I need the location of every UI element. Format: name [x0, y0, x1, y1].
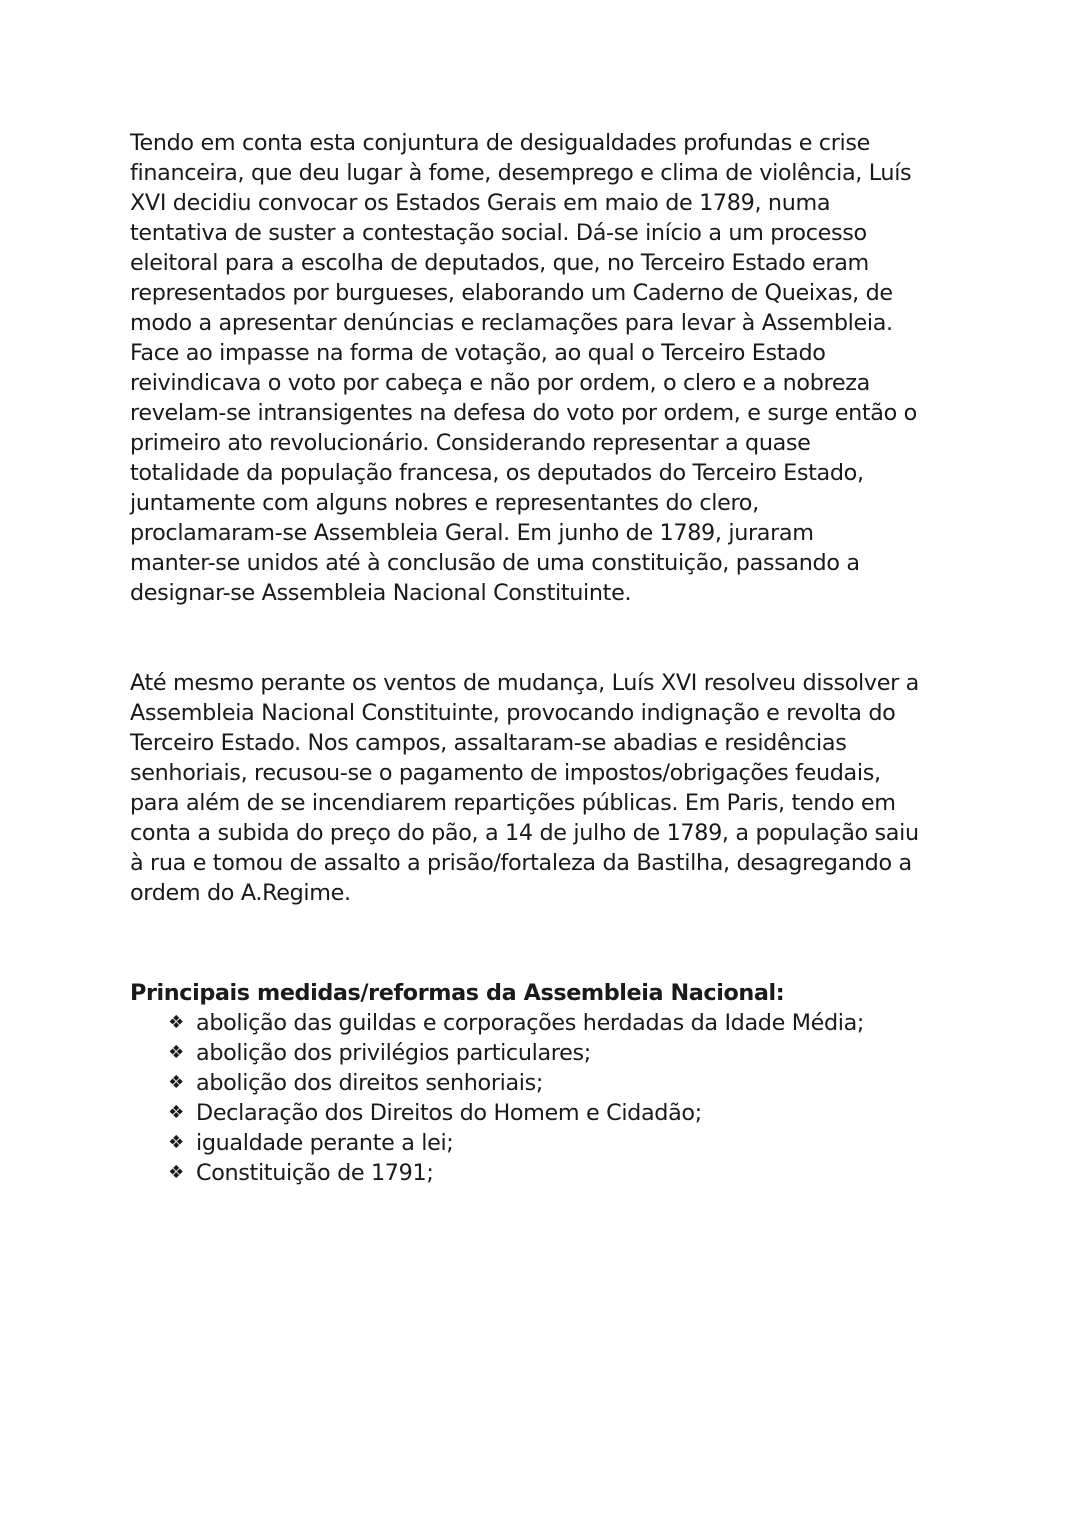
text-line: XVI decidiu convocar os Estados Gerais em maio de 1789, numa — [130, 190, 831, 216]
list-item-text: abolição dos direitos senhoriais; — [196, 1070, 544, 1096]
text-line: Até mesmo perante os ventos de mudança, Luís XVI resolveu dissolver a — [130, 670, 919, 696]
text-line: senhoriais, recusou-se o pagamento de impostos/obrigações feudais, — [130, 760, 881, 786]
diamond-bullet-icon: ❖ — [168, 1102, 184, 1123]
text-line: revelam-se intransigentes na defesa do voto por ordem, e surge então o — [130, 400, 917, 426]
text-line: conta a subida do preço do pão, a 14 de julho de 1789, a população saiu — [130, 820, 919, 846]
list-item — [165, 1008, 960, 1038]
paragraph-bastilha — [130, 668, 919, 908]
text-line: Assembleia Nacional Constituinte, provocando indignação e revolta do — [130, 700, 896, 726]
text-line: primeiro ato revolucionário. Considerando representar a quase — [130, 430, 811, 456]
list-item — [165, 1128, 960, 1158]
text-line: juntamente com alguns nobres e representantes do clero, — [130, 490, 759, 516]
text-line: Tendo em conta esta conjuntura de desigualdades profundas e crise — [130, 130, 871, 156]
text-line: eleitoral para a escolha de deputados, que, no Terceiro Estado eram — [130, 250, 869, 276]
text-line: Terceiro Estado. Nos campos, assaltaram-se abadias e residências — [130, 730, 847, 756]
document-page — [130, 128, 960, 1186]
text-line: Face ao impasse na forma de votação, ao qual o Terceiro Estado — [130, 340, 826, 366]
text-line: reivindicava o voto por cabeça e não por ordem, o clero e a nobreza — [130, 370, 870, 396]
text-line: proclamaram-se Assembleia Geral. Em junho de 1789, juraram — [130, 520, 814, 546]
list-item — [165, 1098, 960, 1128]
text-line: ordem do A.Regime. — [130, 880, 351, 906]
list-item-text: Constituição de 1791; — [196, 1160, 434, 1186]
list-item — [165, 1068, 960, 1098]
text-line: à rua e tomou de assalto a prisão/fortaleza da Bastilha, desagregando a — [130, 850, 912, 876]
text-line: totalidade da população francesa, os deputados do Terceiro Estado, — [130, 460, 864, 486]
text-line: representados por burgueses, elaborando um Caderno de Queixas, de — [130, 280, 893, 306]
list-item — [165, 1038, 960, 1068]
list-item-text: Declaração dos Direitos do Homem e Cidadão; — [196, 1100, 702, 1126]
list-item-text: abolição das guildas e corporações herdadas da Idade Média; — [196, 1010, 865, 1036]
section-heading: Principais medidas/reformas da Assembleia Nacional: — [130, 980, 785, 1006]
diamond-bullet-icon: ❖ — [168, 1162, 184, 1183]
text-line: para além de se incendiarem repartições públicas. Em Paris, tendo em — [130, 790, 896, 816]
list-item — [165, 1158, 960, 1188]
measures-section — [130, 978, 960, 1188]
text-line: tentativa de suster a contestação social. Dá-se início a um processo — [130, 220, 867, 246]
text-line: financeira, que deu lugar à fome, desemprego e clima de violência, Luís — [130, 160, 912, 186]
diamond-bullet-icon: ❖ — [168, 1042, 184, 1063]
diamond-bullet-icon: ❖ — [168, 1132, 184, 1153]
list-item-text: abolição dos privilégios particulares; — [196, 1040, 591, 1066]
list-item-text: igualdade perante a lei; — [196, 1130, 454, 1156]
diamond-bullet-icon: ❖ — [168, 1012, 184, 1033]
text-line: manter-se unidos até à conclusão de uma constituição, passando a — [130, 550, 860, 576]
measures-list — [130, 1008, 960, 1188]
text-line: modo a apresentar denúncias e reclamações para levar à Assembleia. — [130, 310, 893, 336]
diamond-bullet-icon: ❖ — [168, 1072, 184, 1093]
text-line: designar-se Assembleia Nacional Constituinte. — [130, 580, 632, 606]
paragraph-estados-gerais — [130, 128, 960, 608]
